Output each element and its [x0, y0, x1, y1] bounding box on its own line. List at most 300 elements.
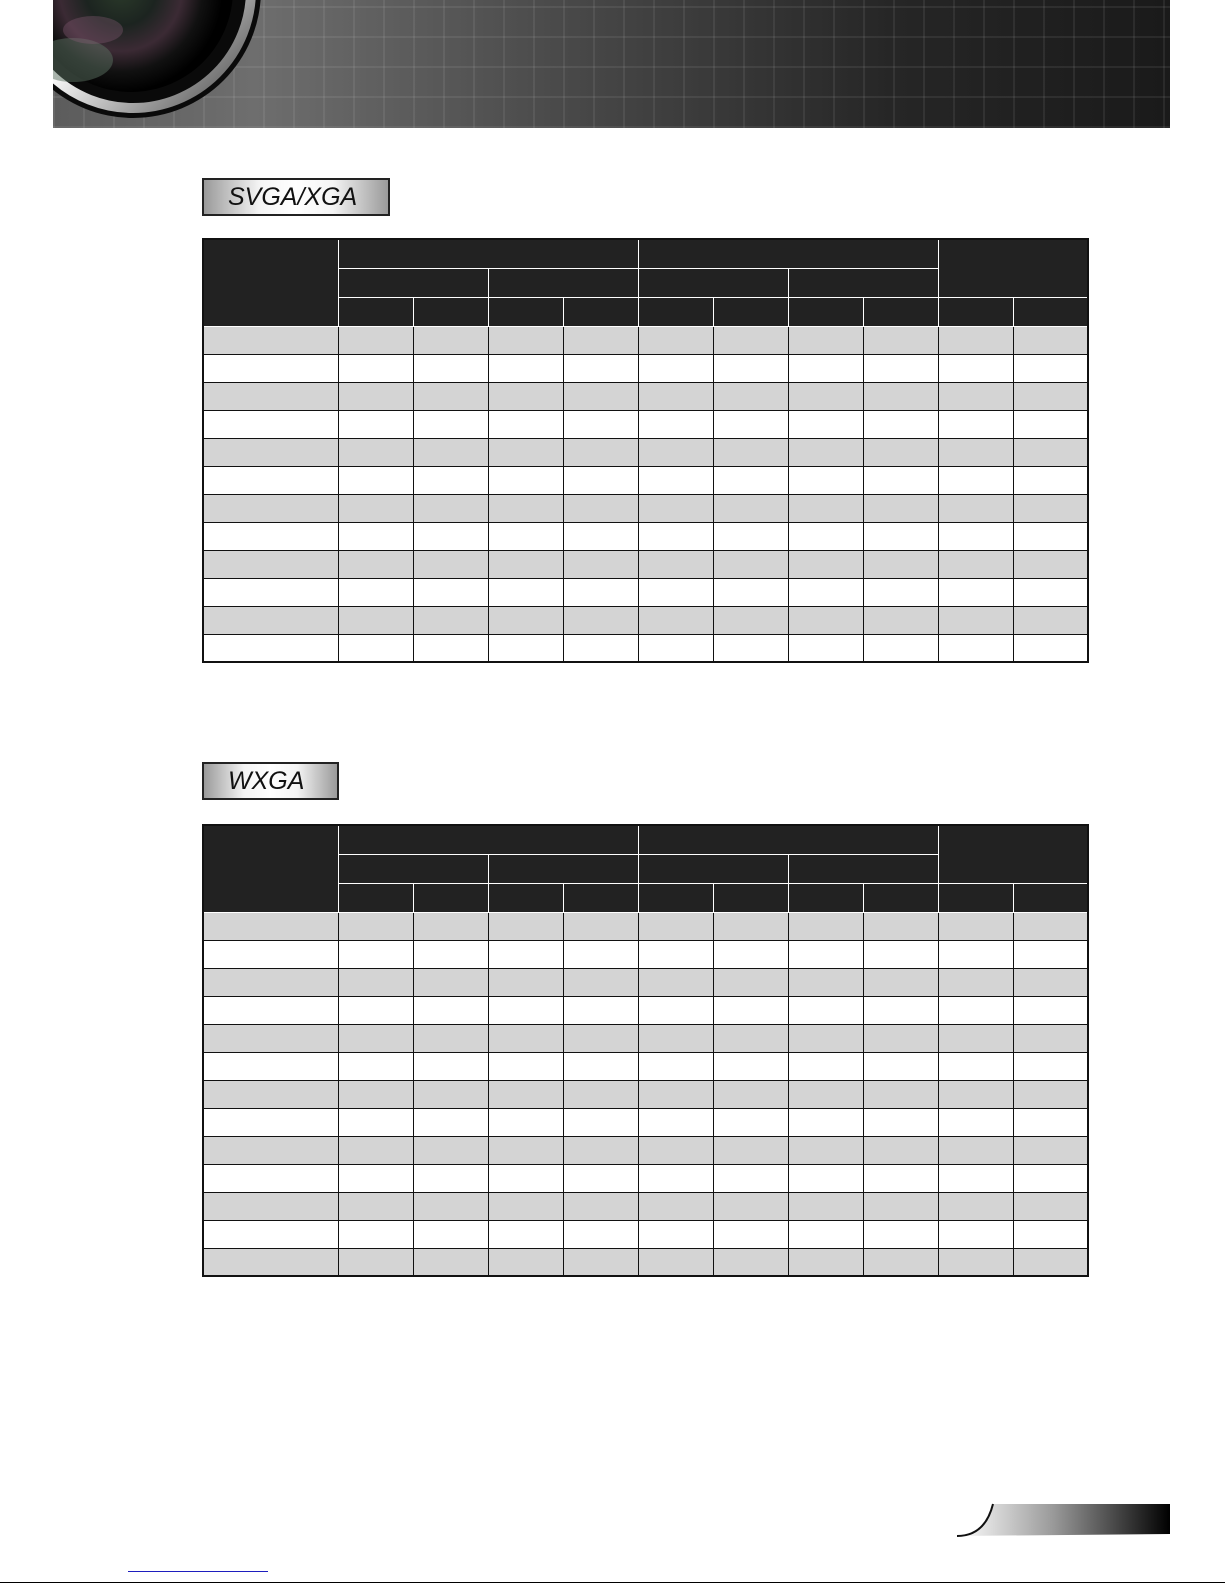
table-cell: [413, 1024, 488, 1052]
table-row: [203, 634, 1088, 662]
table-cell: [203, 522, 338, 550]
table-cell: [488, 354, 563, 382]
table-cell: [788, 1080, 863, 1108]
table-cell: [338, 634, 413, 662]
table-cell: [713, 996, 788, 1024]
table-cell: [203, 968, 338, 996]
header-cell: [788, 854, 938, 883]
table-cell: [788, 578, 863, 606]
header-cell: [863, 883, 938, 912]
table-cell: [563, 494, 638, 522]
table-cell: [1013, 466, 1088, 494]
table-cell: [488, 1108, 563, 1136]
header-cell: [638, 268, 788, 297]
table-header-row: [203, 825, 1088, 854]
footer-link-underline: [128, 1571, 268, 1572]
table-row: [203, 382, 1088, 410]
table-cell: [713, 912, 788, 940]
table-cell: [863, 1192, 938, 1220]
table-cell: [563, 354, 638, 382]
table-cell: [338, 382, 413, 410]
table-cell: [638, 382, 713, 410]
table-cell: [938, 1248, 1013, 1276]
table-cell: [1013, 1192, 1088, 1220]
table-cell: [713, 968, 788, 996]
table-cell: [788, 1248, 863, 1276]
table-cell: [413, 410, 488, 438]
table-cell: [938, 494, 1013, 522]
table-cell: [638, 550, 713, 578]
table-row: [203, 940, 1088, 968]
table-cell: [488, 550, 563, 578]
table-cell: [713, 1248, 788, 1276]
table-cell: [413, 1080, 488, 1108]
table-cell: [203, 1220, 338, 1248]
table-cell: [338, 522, 413, 550]
table-cell: [788, 1220, 863, 1248]
table-cell: [788, 382, 863, 410]
table-cell: [938, 550, 1013, 578]
table-cell: [638, 1080, 713, 1108]
table-body: [203, 326, 1088, 662]
table-cell: [413, 522, 488, 550]
table-cell: [863, 1220, 938, 1248]
table-cell: [1013, 410, 1088, 438]
table-cell: [338, 326, 413, 354]
table-cell: [203, 494, 338, 522]
table-cell: [1013, 912, 1088, 940]
table-cell: [863, 1248, 938, 1276]
table-cell: [1013, 550, 1088, 578]
table-cell: [1013, 1108, 1088, 1136]
table-cell: [863, 438, 938, 466]
table-cell: [938, 968, 1013, 996]
table-cell: [938, 1220, 1013, 1248]
header-cell: [788, 268, 938, 297]
table-cell: [203, 1192, 338, 1220]
table-cell: [563, 466, 638, 494]
table-cell: [488, 522, 563, 550]
table-cell: [713, 1108, 788, 1136]
table-cell: [413, 578, 488, 606]
table-cell: [1013, 634, 1088, 662]
table-cell: [713, 606, 788, 634]
table-cell: [563, 1080, 638, 1108]
table-cell: [488, 466, 563, 494]
table-cell: [788, 968, 863, 996]
table-cell: [413, 634, 488, 662]
table-row: [203, 996, 1088, 1024]
table-cell: [788, 354, 863, 382]
table-cell: [938, 354, 1013, 382]
table-cell: [203, 1080, 338, 1108]
table-cell: [203, 1052, 338, 1080]
table-cell: [713, 438, 788, 466]
table-cell: [413, 1164, 488, 1192]
section-title: WXGA: [228, 766, 305, 795]
table-cell: [638, 1136, 713, 1164]
projection-table-svga-xga: [202, 238, 1089, 663]
table-cell: [563, 1248, 638, 1276]
table-cell: [938, 1080, 1013, 1108]
table-row: [203, 522, 1088, 550]
table-cell: [1013, 1164, 1088, 1192]
table-cell: [413, 996, 488, 1024]
table-row: [203, 438, 1088, 466]
header-cell: [413, 883, 488, 912]
table-cell: [338, 1080, 413, 1108]
table-cell: [563, 1220, 638, 1248]
table-cell: [638, 606, 713, 634]
table-cell: [1013, 494, 1088, 522]
table-cell: [488, 968, 563, 996]
table-cell: [713, 1024, 788, 1052]
table-cell: [638, 494, 713, 522]
table-cell: [203, 1108, 338, 1136]
table-cell: [563, 1052, 638, 1080]
table-row: [203, 1136, 1088, 1164]
table-cell: [713, 1052, 788, 1080]
table-row: [203, 1052, 1088, 1080]
table-cell: [713, 1164, 788, 1192]
table-cell: [563, 996, 638, 1024]
header-banner: [53, 0, 1170, 128]
table-cell: [638, 996, 713, 1024]
header-cell: [638, 883, 713, 912]
table-cell: [638, 1052, 713, 1080]
header-cell: [1013, 883, 1088, 912]
table-row: [203, 606, 1088, 634]
table-cell: [1013, 354, 1088, 382]
table-cell: [203, 550, 338, 578]
table-cell: [863, 354, 938, 382]
header-cell: [488, 297, 563, 326]
table-cell: [563, 1164, 638, 1192]
table-cell: [788, 410, 863, 438]
lens-icon: [53, 0, 273, 128]
table-cell: [338, 578, 413, 606]
table-cell: [938, 1052, 1013, 1080]
table-cell: [563, 606, 638, 634]
table-cell: [1013, 1052, 1088, 1080]
table-cell: [788, 1052, 863, 1080]
header-cell: [638, 297, 713, 326]
table-cell: [488, 410, 563, 438]
table-cell: [713, 1080, 788, 1108]
table-cell: [938, 522, 1013, 550]
table-cell: [488, 1024, 563, 1052]
table-cell: [1013, 326, 1088, 354]
table-cell: [488, 1220, 563, 1248]
table-cell: [863, 1052, 938, 1080]
table-cell: [863, 466, 938, 494]
table-cell: [638, 912, 713, 940]
header-cell: [488, 883, 563, 912]
table-cell: [203, 606, 338, 634]
table-cell: [203, 466, 338, 494]
table-cell: [338, 1136, 413, 1164]
table-cell: [338, 1248, 413, 1276]
table-cell: [488, 438, 563, 466]
table-cell: [938, 634, 1013, 662]
table-cell: [713, 578, 788, 606]
table-cell: [563, 912, 638, 940]
table-cell: [488, 1052, 563, 1080]
header-cell: [488, 854, 638, 883]
table-cell: [863, 326, 938, 354]
table-cell: [938, 1136, 1013, 1164]
table-cell: [713, 326, 788, 354]
table-row: [203, 1192, 1088, 1220]
header-cell: [788, 297, 863, 326]
table-cell: [638, 438, 713, 466]
table-cell: [413, 1052, 488, 1080]
projection-table-wxga: [202, 824, 1089, 1277]
table-row: [203, 326, 1088, 354]
table-cell: [788, 634, 863, 662]
table-row: [203, 912, 1088, 940]
table-cell: [338, 940, 413, 968]
table-cell: [488, 326, 563, 354]
table-cell: [638, 1024, 713, 1052]
table-cell: [938, 410, 1013, 438]
table-cell: [203, 940, 338, 968]
header-cell: [938, 883, 1013, 912]
table-cell: [1013, 940, 1088, 968]
table-cell: [413, 438, 488, 466]
section-tab-wxga: [202, 762, 339, 800]
header-cell: [938, 239, 1088, 297]
header-cell: [938, 825, 1088, 883]
header-cell: [563, 297, 638, 326]
table-cell: [713, 354, 788, 382]
table-cell: [338, 1024, 413, 1052]
table-cell: [203, 382, 338, 410]
table-cell: [713, 1136, 788, 1164]
table-cell: [863, 634, 938, 662]
table-cell: [338, 466, 413, 494]
header-cell: [863, 297, 938, 326]
table-cell: [863, 1164, 938, 1192]
section-title: SVGA/XGA: [228, 182, 358, 211]
table-cell: [203, 996, 338, 1024]
table-cell: [413, 1108, 488, 1136]
table-header-row: [203, 239, 1088, 268]
table-cell: [788, 438, 863, 466]
table-cell: [1013, 1248, 1088, 1276]
table-cell: [638, 1108, 713, 1136]
table-cell: [863, 410, 938, 438]
table-cell: [203, 1248, 338, 1276]
table-cell: [863, 912, 938, 940]
table-cell: [863, 940, 938, 968]
table-cell: [638, 326, 713, 354]
table-cell: [1013, 438, 1088, 466]
table-cell: [1013, 522, 1088, 550]
table-cell: [938, 578, 1013, 606]
table-cell: [488, 494, 563, 522]
table-cell: [713, 410, 788, 438]
table-cell: [1013, 578, 1088, 606]
table-cell: [938, 606, 1013, 634]
table-cell: [713, 382, 788, 410]
table-cell: [1013, 1080, 1088, 1108]
table-cell: [938, 466, 1013, 494]
table-cell: [863, 996, 938, 1024]
table-cell: [413, 1220, 488, 1248]
table-cell: [1013, 382, 1088, 410]
table-cell: [488, 1164, 563, 1192]
table-cell: [413, 326, 488, 354]
table-row: [203, 578, 1088, 606]
table-cell: [938, 996, 1013, 1024]
table-cell: [338, 354, 413, 382]
table-cell: [338, 410, 413, 438]
section-tab-svga-xga: [202, 178, 390, 216]
table-cell: [563, 578, 638, 606]
table-cell: [638, 940, 713, 968]
table-cell: [488, 940, 563, 968]
table-cell: [713, 940, 788, 968]
table-cell: [938, 1024, 1013, 1052]
table-body: [203, 912, 1088, 1276]
header-cell: [1013, 297, 1088, 326]
table-cell: [338, 912, 413, 940]
table-row: [203, 550, 1088, 578]
header-cell: [203, 825, 338, 912]
table-cell: [563, 1108, 638, 1136]
table-cell: [863, 578, 938, 606]
table-cell: [638, 968, 713, 996]
table-cell: [203, 912, 338, 940]
table-cell: [938, 1192, 1013, 1220]
table-cell: [788, 522, 863, 550]
table-cell: [203, 1024, 338, 1052]
table-row: [203, 1248, 1088, 1276]
table-cell: [788, 1108, 863, 1136]
table-cell: [563, 438, 638, 466]
table-cell: [638, 354, 713, 382]
table-cell: [788, 1024, 863, 1052]
table-row: [203, 1024, 1088, 1052]
table-cell: [788, 466, 863, 494]
header-cell: [488, 268, 638, 297]
table-cell: [563, 1192, 638, 1220]
table-cell: [938, 438, 1013, 466]
header-cell: [788, 883, 863, 912]
table-cell: [788, 1192, 863, 1220]
header-cell: [338, 239, 638, 268]
table-row: [203, 494, 1088, 522]
table-cell: [638, 1248, 713, 1276]
table-cell: [203, 326, 338, 354]
table-row: [203, 1108, 1088, 1136]
table-cell: [863, 606, 938, 634]
table-cell: [338, 438, 413, 466]
table-cell: [338, 1220, 413, 1248]
header-cell: [563, 883, 638, 912]
header-cell: [338, 854, 488, 883]
table-cell: [863, 1108, 938, 1136]
table-cell: [1013, 1136, 1088, 1164]
table-cell: [788, 550, 863, 578]
table-cell: [488, 1136, 563, 1164]
table-cell: [638, 578, 713, 606]
table-cell: [563, 410, 638, 438]
table-cell: [338, 1108, 413, 1136]
table-cell: [413, 354, 488, 382]
table-cell: [788, 996, 863, 1024]
table-cell: [413, 466, 488, 494]
table-cell: [563, 634, 638, 662]
table-cell: [488, 1192, 563, 1220]
table-cell: [863, 382, 938, 410]
table-cell: [563, 326, 638, 354]
table-cell: [338, 1164, 413, 1192]
table-cell: [788, 1164, 863, 1192]
table-cell: [713, 522, 788, 550]
header-cell: [713, 297, 788, 326]
table-cell: [713, 494, 788, 522]
table-row: [203, 1220, 1088, 1248]
table-cell: [938, 326, 1013, 354]
page-number-tab: [955, 1502, 1170, 1538]
table-cell: [713, 550, 788, 578]
table-cell: [488, 634, 563, 662]
table-cell: [563, 550, 638, 578]
header-cell: [638, 825, 938, 854]
table-row: [203, 1164, 1088, 1192]
table-cell: [788, 940, 863, 968]
table-cell: [413, 940, 488, 968]
table-cell: [488, 578, 563, 606]
table-row: [203, 410, 1088, 438]
table-cell: [1013, 996, 1088, 1024]
table-cell: [488, 1080, 563, 1108]
table-cell: [1013, 1220, 1088, 1248]
table-cell: [338, 996, 413, 1024]
table-cell: [938, 382, 1013, 410]
header-cell: [338, 268, 488, 297]
table-cell: [203, 410, 338, 438]
table-cell: [563, 968, 638, 996]
table-cell: [488, 996, 563, 1024]
table-cell: [413, 1136, 488, 1164]
table-cell: [338, 1192, 413, 1220]
table-cell: [413, 1192, 488, 1220]
table-cell: [488, 606, 563, 634]
table-cell: [788, 494, 863, 522]
table-cell: [203, 578, 338, 606]
table-cell: [938, 1108, 1013, 1136]
table-cell: [413, 382, 488, 410]
header-cell: [938, 297, 1013, 326]
table-cell: [338, 968, 413, 996]
table-cell: [1013, 606, 1088, 634]
table-cell: [1013, 968, 1088, 996]
footer-rule: [0, 1582, 1225, 1583]
table-cell: [863, 1136, 938, 1164]
table-cell: [563, 940, 638, 968]
table-cell: [338, 550, 413, 578]
table-cell: [638, 410, 713, 438]
table-cell: [638, 1192, 713, 1220]
header-cell: [638, 854, 788, 883]
table-cell: [938, 940, 1013, 968]
header-cell: [638, 239, 938, 268]
table-cell: [713, 1220, 788, 1248]
table-cell: [1013, 1024, 1088, 1052]
